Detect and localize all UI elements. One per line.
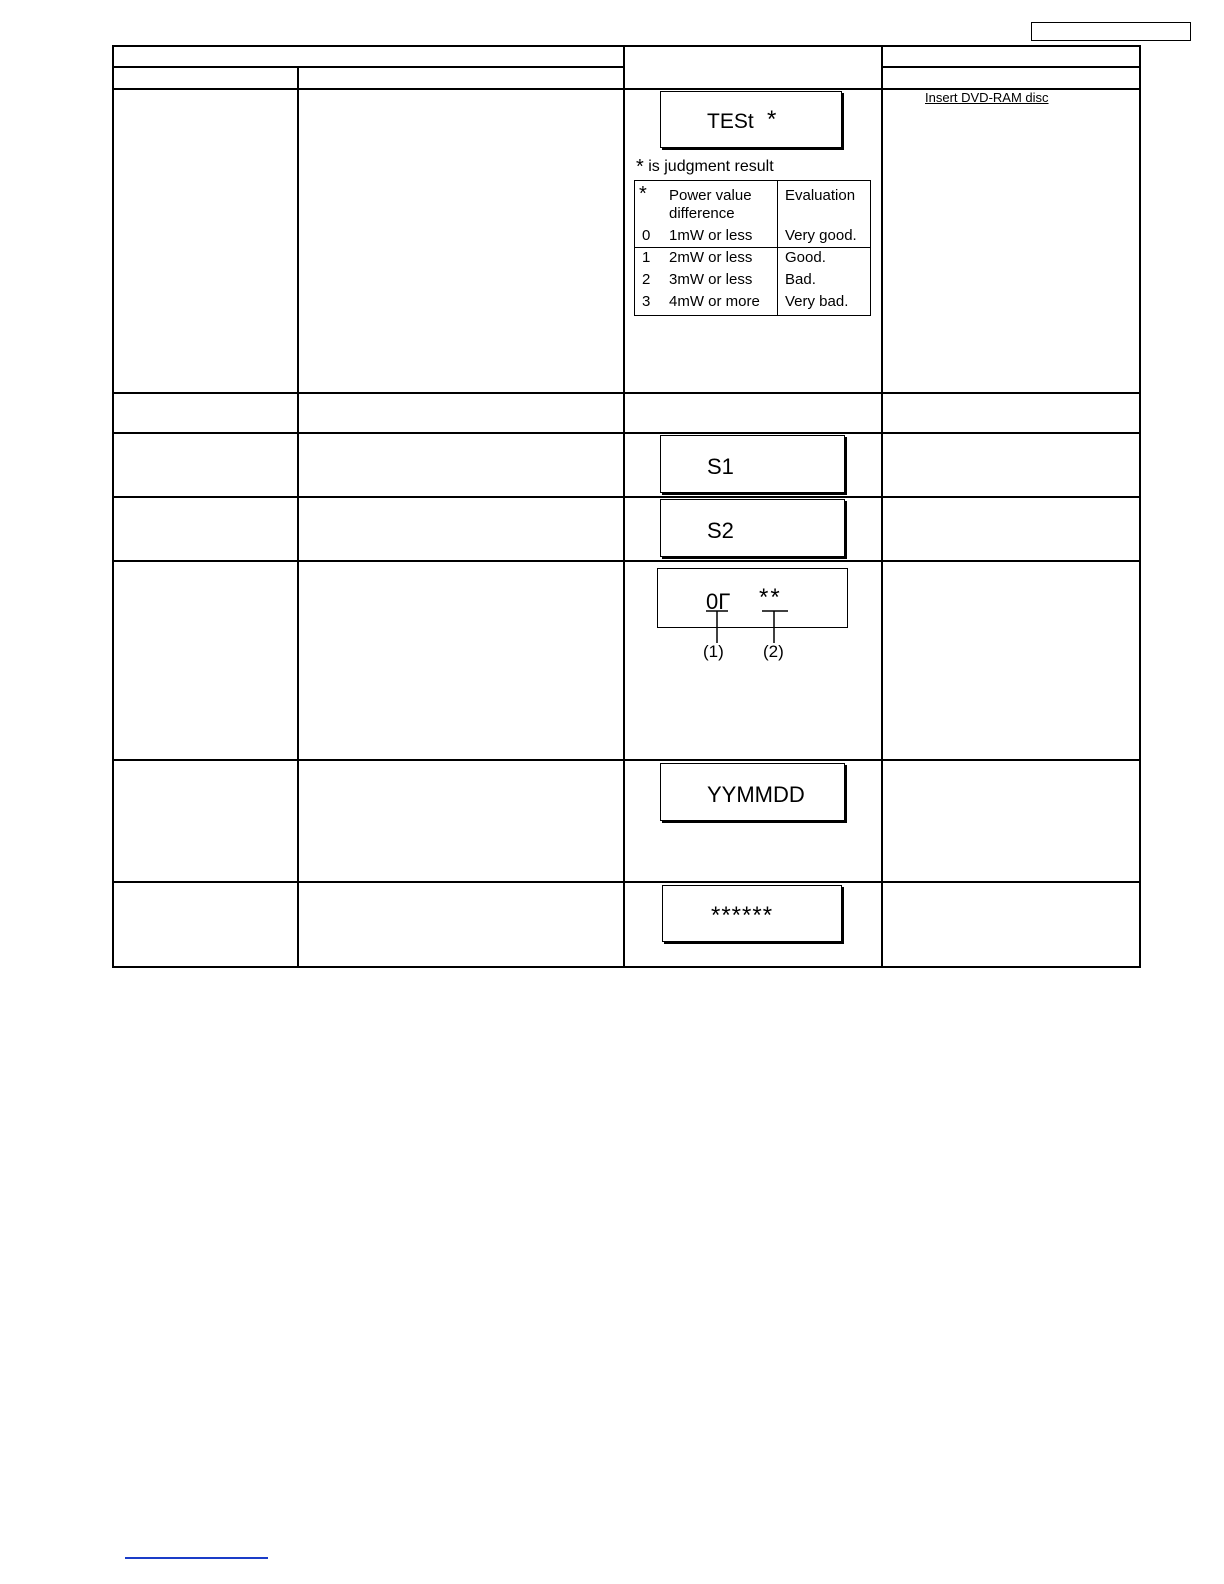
judgment-header-power: Power value [669, 187, 752, 204]
judgment-header-evaluation: Evaluation [785, 187, 856, 204]
row-divider-1 [112, 392, 1141, 394]
judgment-row-power: 1mW or less [669, 227, 753, 244]
s2-display-label: S2 [707, 518, 734, 543]
judgment-row-code: 2 [642, 271, 651, 288]
table-top-border [112, 45, 1141, 47]
s1-display [660, 435, 845, 493]
judgment-note-mark: * [636, 156, 644, 178]
s1-display-label: S1 [707, 454, 734, 479]
judgment-row-code: 3 [642, 293, 651, 310]
row-divider-6 [112, 881, 1141, 883]
judgment-row-power: 3mW or less [669, 271, 753, 288]
judgment-header-mark: * [639, 183, 647, 205]
judgment-row-evaluation: Very good. [785, 227, 857, 244]
s2-display [660, 499, 845, 557]
judgment-row-code: 0 [642, 227, 651, 244]
row-divider-4 [112, 560, 1141, 562]
stars-display [662, 885, 842, 942]
insert-disc-remark: Insert DVD-RAM disc [925, 90, 1049, 105]
row-divider-2 [112, 432, 1141, 434]
test-display [660, 91, 842, 148]
judgment-note [636, 154, 774, 177]
col-border-2 [297, 66, 299, 968]
judgment-row-code: 1 [642, 249, 651, 266]
or-display-callout-lines [700, 605, 800, 645]
table-bottom-border [112, 966, 1141, 968]
model-number-box [1031, 22, 1191, 41]
col-border-left [112, 45, 114, 968]
footer-link-underline[interactable] [125, 1557, 268, 1559]
col-border-4 [881, 45, 883, 968]
callout-2-label: (2) [763, 642, 784, 661]
judgment-table-row-divider [635, 247, 870, 248]
stars-display-label: ****** [711, 902, 774, 929]
judgment-header-power-2: difference [669, 205, 735, 222]
judgment-table [634, 180, 871, 316]
judgment-note-text: is judgment result [648, 158, 774, 175]
judgment-table-col-divider [777, 181, 778, 315]
row-divider-5 [112, 759, 1141, 761]
or-display-left: 0Γ [706, 589, 731, 614]
judgment-row-evaluation: Good. [785, 249, 826, 266]
judgment-row-power: 2mW or less [669, 249, 753, 266]
date-display-label: YYMMDD [707, 782, 805, 807]
date-display [660, 763, 845, 821]
row-divider-3 [112, 496, 1141, 498]
test-display-label: TESt [707, 110, 754, 133]
judgment-row-evaluation: Very bad. [785, 293, 849, 310]
judgment-row-evaluation: Bad. [785, 271, 816, 288]
col-border-3 [623, 45, 625, 968]
callout-1-label: (1) [703, 642, 724, 661]
test-display-mark: * [767, 106, 777, 133]
judgment-row-power: 4mW or more [669, 293, 760, 310]
or-display-right: ** [759, 584, 782, 611]
col-border-right [1139, 45, 1141, 968]
header-divider-left [112, 66, 624, 68]
header-divider-right [882, 66, 1141, 68]
